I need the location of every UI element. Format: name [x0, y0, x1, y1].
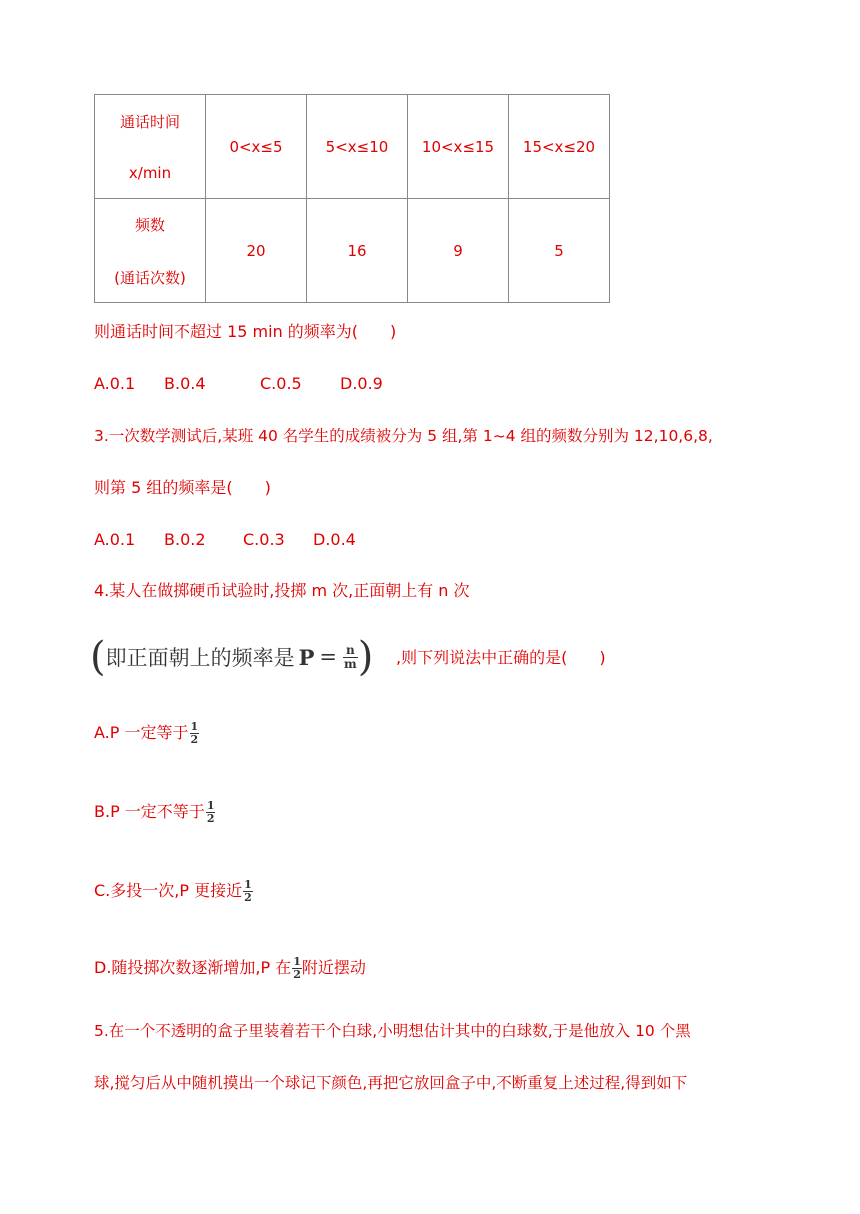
option-text: C.多投一次,P 更接近 [94, 881, 243, 900]
header-unit: (通话次数) [114, 268, 186, 287]
q3-option-a: A.0.1 [94, 530, 136, 549]
fraction-numerator: 1 [244, 878, 252, 891]
q2-option-a: A.0.1 [94, 374, 136, 393]
fraction-denominator: m [344, 656, 357, 671]
fraction-numerator: 1 [206, 799, 215, 812]
table-row [95, 95, 610, 199]
q4-option-d [94, 953, 366, 983]
frequency-table [94, 94, 610, 303]
option-text-tail: 附近摆动 [301, 958, 366, 977]
q5-stem-line1: 5.在一个不透明的盒子里装着若干个白球,小明想估计其中的白球数,于是他放入 10 个黑 [94, 1022, 691, 1040]
q3-option-c: C.0.3 [243, 530, 285, 549]
table-cell: 20 [206, 199, 307, 303]
half-fraction [190, 721, 200, 746]
q2-option-b: B.0.4 [164, 374, 206, 393]
formula-fraction [343, 644, 358, 671]
q3-stem-line2: 则第 5 组的频率是( ) [94, 478, 271, 497]
fraction-numerator: n [343, 644, 358, 658]
fraction-denominator: 2 [293, 968, 301, 981]
q4-option-b [94, 797, 215, 827]
q2-stem: 则通话时间不超过 15 min 的频率为( ) [94, 322, 397, 341]
table-cell: 5 [509, 199, 610, 303]
half-fraction [243, 879, 253, 904]
option-text: D.随投掷次数逐渐增加,P 在 [94, 958, 292, 977]
table-cell: 15<x≤20 [509, 95, 610, 199]
header-label: 频数 [134, 215, 165, 234]
q5-stem-line2: 球,搅匀后从中随机摸出一个球记下颜色,再把它放回盒子中,不断重复上述过程,得到如下 [94, 1074, 688, 1092]
frequency-formula [90, 636, 373, 678]
table-header-cell [95, 199, 206, 303]
fraction-denominator: 2 [244, 891, 252, 904]
table-header-cell [95, 95, 206, 199]
q4-stem-tail: ,则下列说法中正确的是( ) [396, 648, 606, 667]
fraction-numerator: 1 [293, 955, 301, 968]
q3-option-b: B.0.2 [164, 530, 206, 549]
q4-stem-line1: 4.某人在做掷硬币试验时,投掷 m 次,正面朝上有 n 次 [94, 581, 470, 600]
formula-variable: P [298, 644, 315, 670]
right-paren: ) [357, 634, 374, 680]
formula-text: 即正面朝上的频率是 [105, 646, 295, 670]
q3-option-d: D.0.4 [313, 530, 356, 549]
q4-option-a [94, 718, 199, 748]
table-cell: 5<x≤10 [307, 95, 408, 199]
table-row [95, 199, 610, 303]
header-unit: x/min [128, 164, 172, 182]
header-label: 通话时间 [119, 113, 180, 131]
half-fraction [206, 800, 216, 825]
fraction-numerator: 1 [190, 720, 199, 733]
table-cell: 10<x≤15 [408, 95, 509, 199]
table-cell: 9 [408, 199, 509, 303]
q3-stem-line1: 3.一次数学测试后,某班 40 名学生的成绩被分为 5 组,第 1~4 组的频数分别为 12,10,6,8, [94, 427, 713, 445]
half-fraction [292, 956, 302, 981]
option-text: A.P 一定等于 [94, 723, 189, 742]
formula-equals: = [319, 645, 338, 669]
fraction-denominator: 2 [190, 733, 199, 746]
left-paren: ( [90, 634, 106, 680]
q2-option-c: C.0.5 [260, 374, 302, 393]
option-text: B.P 一定不等于 [94, 802, 205, 821]
table-cell: 0<x≤5 [206, 95, 307, 199]
table-cell: 16 [307, 199, 408, 303]
q2-option-d: D.0.9 [340, 374, 383, 393]
q4-option-c [94, 876, 253, 906]
fraction-denominator: 2 [206, 812, 215, 825]
